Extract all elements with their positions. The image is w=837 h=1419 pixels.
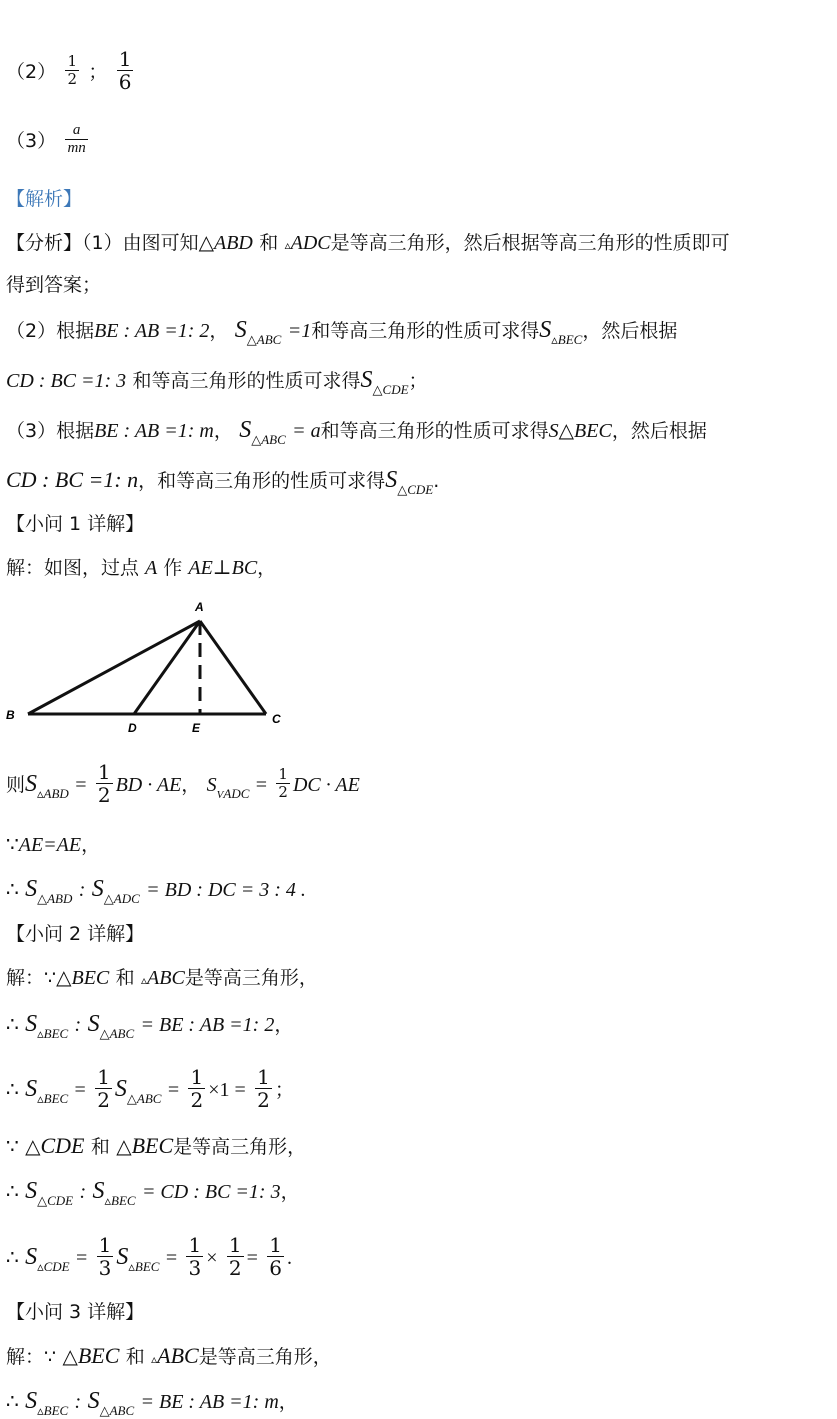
fraction-half-small: $\frac{1}{2}$ <box>278 765 288 801</box>
fraction-sixth: $\frac{1}{6}$ <box>269 1233 282 1280</box>
analysis-line-1: 【分析】（1）由图可知△ABD 和 ▵ADC是等高三角形，然后根据等高三角形的性质即可 <box>6 230 730 254</box>
q2-line-4: ∵ △CDE 和 △BEC是等高三角形， <box>6 1133 307 1158</box>
fraction-half: $\frac{1}{2}$ <box>97 1065 110 1112</box>
analysis-line-2: 得到答案； <box>6 274 102 296</box>
triangle-diagram <box>0 595 300 740</box>
fraction-sixth: $\frac{1}{6}$ <box>118 47 132 94</box>
label-B: B <box>6 708 15 722</box>
label-E: E <box>192 721 201 735</box>
label-A: A <box>195 600 204 614</box>
q2-line-1: 解：∵△BEC 和 ▵ABC是等高三角形， <box>6 965 318 989</box>
q3-line-2: ∴ $S_{▵BEC}$ : $S_{\triangle ABC}$ = BE : AB =1: m， <box>6 1388 298 1419</box>
jiexi-heading: 【解析】 <box>6 188 83 210</box>
q2-line-5: ∴ $S_{\triangle CDE}$ : $S_{▵BEC}$ = CD : BC =1: 3， <box>6 1178 300 1209</box>
fraction-half: $\frac{1}{2}$ <box>67 52 77 88</box>
q1-heading: 【小问 1 详解】 <box>6 513 145 535</box>
q2-line-3: ∴ $S_{▵BEC}$ = $\frac{1}{2}$ $S_{\triangle ABC}$ = $\frac{1}{2}$ ×1 = $\frac{1}{2}$ ； <box>6 1065 294 1112</box>
fraction-half: $\frac{1}{2}$ <box>97 760 111 807</box>
label-C: C <box>272 712 281 726</box>
q2-line-2: ∴ $S_{▵BEC}$ : $S_{\triangle ABC}$ = BE : AB =1: 2， <box>6 1011 294 1042</box>
q3-heading: 【小问 3 详解】 <box>6 1301 145 1323</box>
q2-line-6: ∴ $S_{▵CDE}$ = $\frac{1}{3}$ $S_{▵BEC}$ = $\frac{1}{3}$ × $\frac{1}{2}$ = $\frac{1}{6}$ . <box>6 1233 292 1280</box>
part2-answer: （2） $\frac{1}{2}$ ； $\frac{1}{6}$ <box>6 47 132 94</box>
q1-line-1: 解：如图，过点 A 作 AE⊥BC， <box>6 557 277 579</box>
q2-heading: 【小问 2 详解】 <box>6 923 145 945</box>
fraction-half: $\frac{1}{2}$ <box>228 1233 242 1280</box>
fraction-third: $\frac{1}{3}$ <box>188 1233 202 1280</box>
label-D: D <box>128 721 137 735</box>
analysis-line-6: CD : BC =1: n，和等高三角形的性质可求得$S_{\triangle CDE}$. <box>6 467 440 498</box>
fraction-a-mn: $\frac{a}{mn}$ <box>67 122 86 156</box>
analysis-line-3: （2）根据BE : AB =1: 2， $S_{\triangle ABC} =1$和等高三角形的性质可求得$S_{▵BEC}$，然后根据 <box>6 317 678 348</box>
q1-because-line: ∵AE=AE， <box>6 832 101 856</box>
fraction-half: $\frac{1}{2}$ <box>190 1065 204 1112</box>
segment-AB <box>28 621 200 714</box>
fraction-half: $\frac{1}{2}$ <box>257 1065 270 1112</box>
fraction-third: $\frac{1}{3}$ <box>98 1233 112 1280</box>
analysis-line-4: CD : BC =1: 3 和等高三角形的性质可求得$S_{\triangle CDE}$； <box>6 367 428 398</box>
q3-line-1: 解：∵ △BEC 和 ▵ABC是等高三角形， <box>6 1343 332 1368</box>
q1-area-formulas: 则$S_{▵ABD}$ = $\frac{1}{2}$ BD · AE， $S_{VADC}$ = $\frac{1}{2}$ DC · AE <box>6 760 360 807</box>
analysis-line-5: （3）根据BE : AB =1: m， $S_{\triangle ABC} = a$和等高三角形的性质可求得S△BEC，然后根据 <box>6 417 707 448</box>
part3-answer: （3） $\frac{a}{mn}$ <box>6 122 86 156</box>
segment-AC <box>200 621 266 714</box>
q1-conclusion: ∴ $S_{\triangle ABD}$ : $S_{\triangle ADC}$ = BD : DC = 3 : 4 . <box>6 876 306 907</box>
segment-AD <box>134 621 200 714</box>
